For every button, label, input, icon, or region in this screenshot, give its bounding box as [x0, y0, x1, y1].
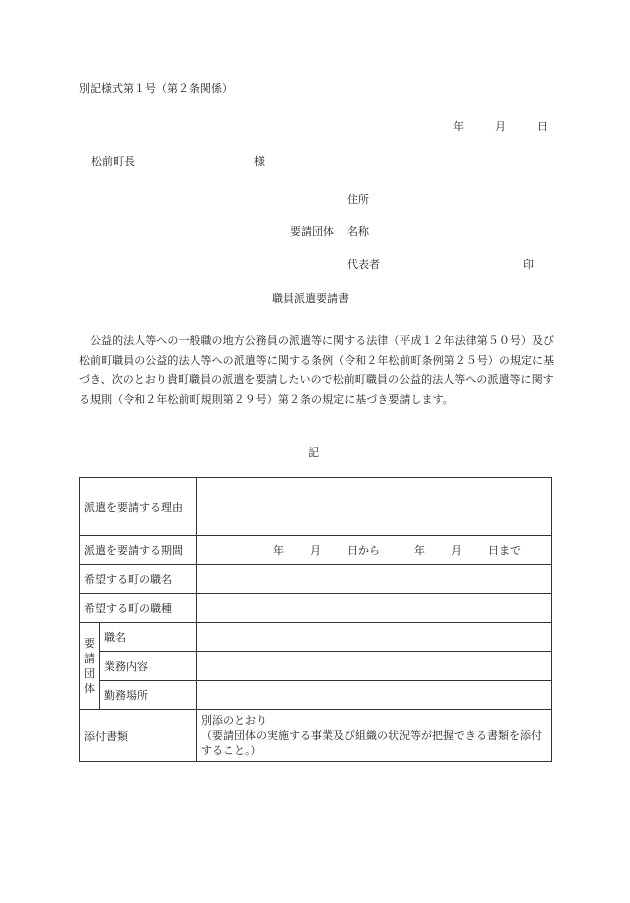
request-table [79, 477, 552, 762]
attachments-line1: 別添のとおり [201, 714, 267, 727]
period-to-month: 月 [451, 544, 462, 557]
duties-row [80, 652, 552, 681]
job-type-row [80, 594, 552, 623]
job-title-row [80, 623, 552, 652]
group-char: 団 [84, 667, 95, 680]
attachments-label: 添付書類 [80, 710, 197, 762]
post-field[interactable] [197, 565, 552, 594]
period-field[interactable] [197, 536, 552, 565]
ki-heading: 記 [308, 446, 319, 459]
attachments-line2: （要請団体の実施する事業及び組織の状況等が把握できる書類を添付すること。） [201, 729, 542, 757]
job-title-label: 職名 [100, 623, 197, 652]
job-title-field[interactable] [197, 623, 552, 652]
address-label: 住所 [347, 193, 369, 206]
date-year: 年 [453, 120, 464, 133]
representative-label: 代表者 [347, 258, 380, 271]
attachments-field[interactable] [197, 710, 552, 762]
group-char: 要 [84, 637, 95, 650]
body-paragraph: 公益的法人等への一般職の地方公務員の派遣等に関する法律（平成１２年法律第５０号）及び松前町職員の公益的法人等への派遣等に関する条例（令和２年松前町条例第２５号）の規定に基づき、次のとおり貴町職員の派遣を要請したいので松前町職員の公益的法人等への派遣等に関する規則（令和２年松前町規則第２９号）第２条の規定に基づき要請します。 [79, 334, 555, 406]
date-day: 日 [537, 120, 548, 133]
document-title: 職員派遣要請書 [272, 292, 349, 305]
period-from-month: 月 [310, 544, 321, 557]
form-number: 別記様式第１号（第２条関係） [79, 82, 233, 95]
name-label: 名称 [347, 225, 369, 238]
date-month: 月 [495, 120, 506, 133]
reason-label: 派遣を要請する理由 [80, 478, 197, 536]
group-char: 体 [84, 682, 95, 695]
workplace-field[interactable] [197, 681, 552, 710]
date-line [453, 120, 548, 134]
job-type-label: 希望する町の職種 [80, 594, 197, 623]
workplace-label: 勤務場所 [100, 681, 197, 710]
period-to-day: 日まで [488, 544, 521, 557]
post-row [80, 565, 552, 594]
duties-field[interactable] [197, 652, 552, 681]
requesting-group-vertical-label [80, 623, 100, 710]
period-from-day: 日から [347, 544, 380, 557]
period-row [80, 536, 552, 565]
requesting-group-label: 要請団体 [290, 225, 334, 238]
seal-mark: 印 [523, 258, 534, 271]
period-from-year: 年 [273, 544, 284, 557]
period-to-year: 年 [414, 544, 425, 557]
honorific: 様 [254, 155, 265, 168]
workplace-row [80, 681, 552, 710]
period-label: 派遣を要請する期間 [80, 536, 197, 565]
group-char: 請 [84, 652, 95, 665]
post-label: 希望する町の職名 [80, 565, 197, 594]
duties-label: 業務内容 [100, 652, 197, 681]
addressee: 松前町長 [91, 155, 135, 168]
reason-row [80, 478, 552, 536]
attachments-row [80, 710, 552, 762]
reason-field[interactable] [197, 478, 552, 536]
job-type-field[interactable] [197, 594, 552, 623]
